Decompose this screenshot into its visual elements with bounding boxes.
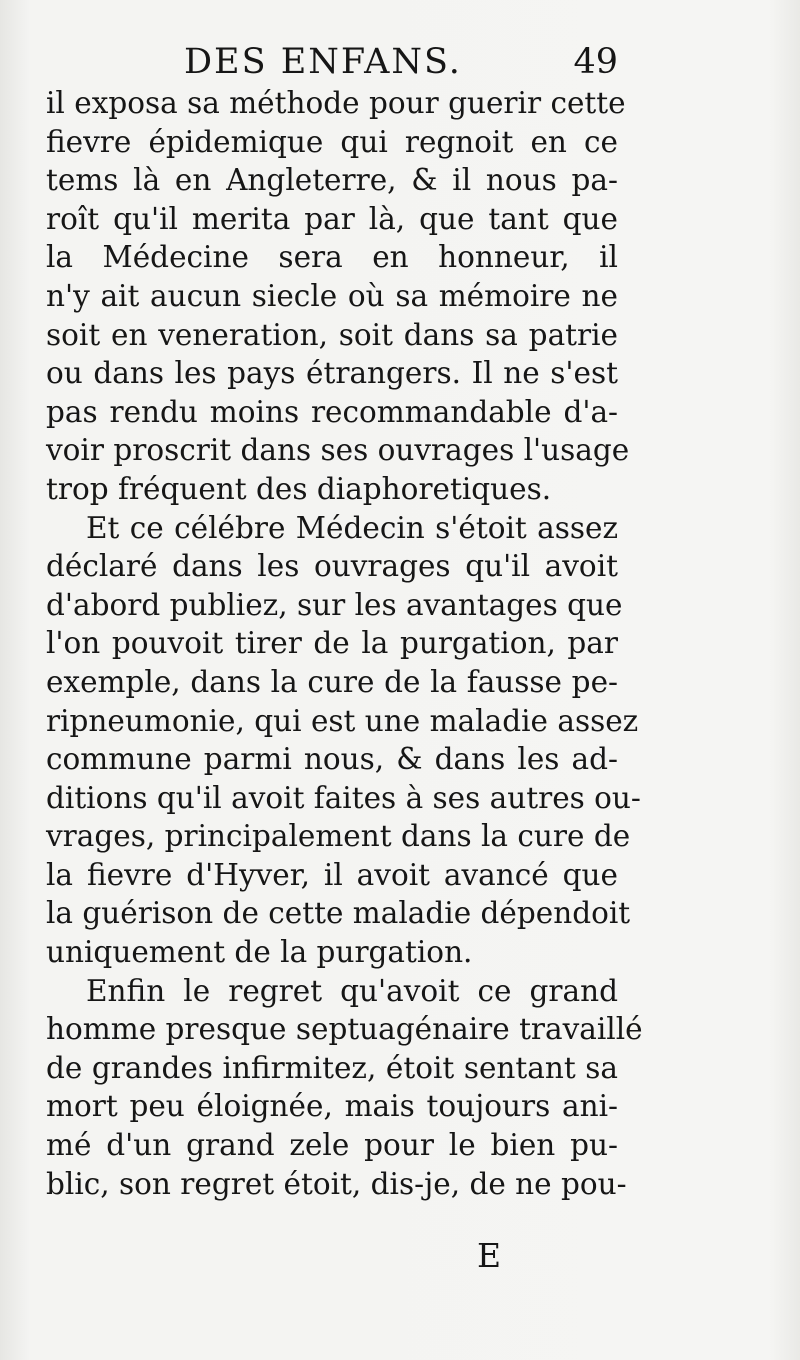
paragraph-first-line: Enfin le regret qu'avoit ce grand xyxy=(86,973,618,1008)
text-line: roît qu'il merita par là, que tant que xyxy=(46,201,618,236)
text-line: exemple, dans la cure de la fausse pe- xyxy=(46,664,618,699)
text-line: l'on pouvoit tirer de la purgation, par xyxy=(46,626,618,661)
text-line: homme presque septuagénaire travaillé xyxy=(46,1012,643,1047)
text-line: uniquement de la purgation. xyxy=(46,935,473,970)
paragraph-first-line: Et ce célébre Médecin s'étoit assez xyxy=(86,510,618,545)
text-line: blic, son regret étoit, dis-je, de ne pou- xyxy=(46,1166,627,1201)
text-line: il exposa sa méthode pour guerir cette xyxy=(46,86,626,120)
text-line: voir proscrit dans ses ouvrages l'usage xyxy=(46,433,630,468)
page-number: 49 xyxy=(573,42,618,82)
text-line: ou dans les pays étrangers. Il ne s'est xyxy=(46,356,618,391)
text-line: vrages, principalement dans la cure de xyxy=(46,819,631,854)
running-head: DES ENFANS. xyxy=(184,42,462,82)
text-line: la fievre d'Hyver, il avoit avancé que xyxy=(46,857,618,892)
signature-mark: E xyxy=(477,1236,502,1275)
text-line: de grandes infirmitez, étoit sentant sa xyxy=(46,1050,618,1085)
text-line: ripneumonie, qui est une maladie assez xyxy=(46,703,639,738)
text-line: pas rendu moins recommandable d'a- xyxy=(46,394,618,429)
text-line: d'abord publiez, sur les avantages que xyxy=(46,587,623,622)
body-text xyxy=(46,84,643,1203)
text-line: déclaré dans les ouvrages qu'il avoit xyxy=(46,549,618,584)
text-line: fievre épidemique qui regnoit en ce xyxy=(46,124,618,159)
text-line: ditions qu'il avoit faites à ses autres ou- xyxy=(46,780,641,815)
text-line: n'y ait aucun siecle où sa mémoire ne xyxy=(46,278,618,313)
text-line: commune parmi nous, & dans les ad- xyxy=(46,742,618,777)
text-line: mé d'un grand zele pour le bien pu- xyxy=(46,1128,618,1163)
page-header xyxy=(46,38,618,88)
text-line: la Médecine sera en honneur, il xyxy=(46,240,618,275)
text-line: tems là en Angleterre, & il nous pa- xyxy=(46,163,618,198)
text-line: soit en veneration, soit dans sa patrie xyxy=(46,317,618,352)
text-line: mort peu éloignée, mais toujours ani- xyxy=(46,1089,618,1124)
text-line: trop fréquent des diaphoretiques. xyxy=(46,471,552,506)
page-footer xyxy=(0,1236,800,1286)
text-line: la guérison de cette maladie dépendoit xyxy=(46,896,631,931)
